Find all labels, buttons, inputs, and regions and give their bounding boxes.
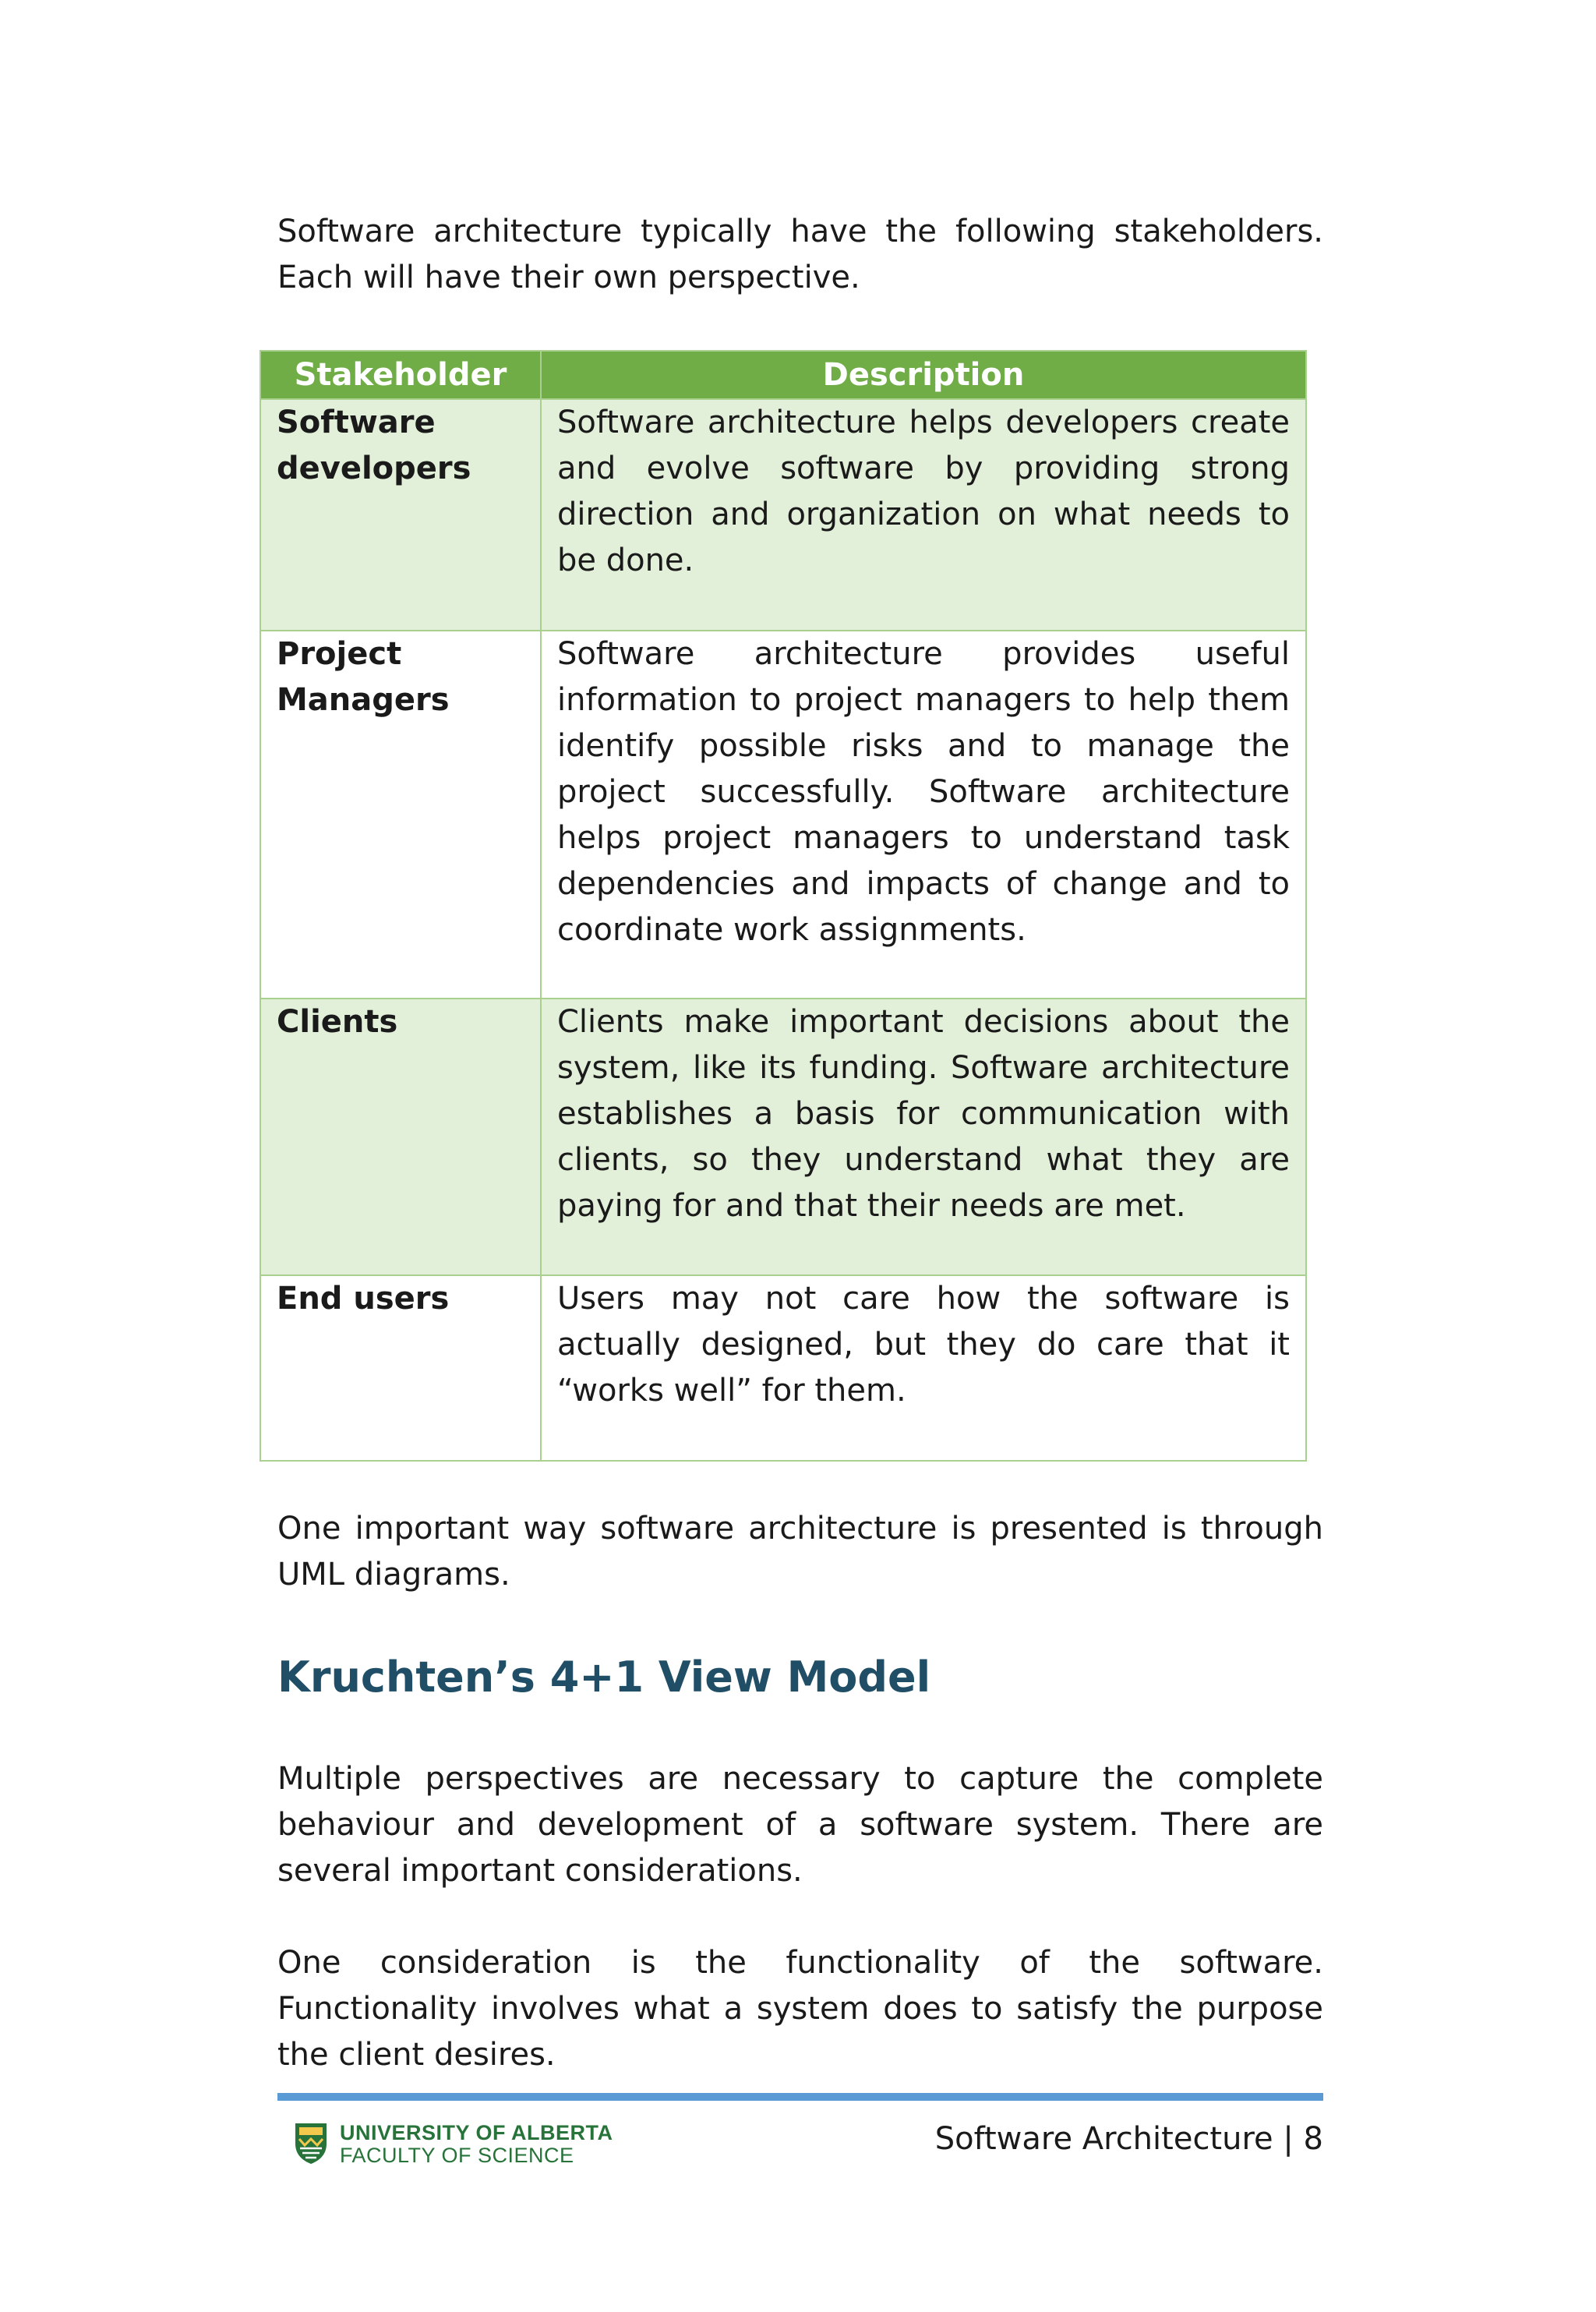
intro-paragraph: Software architecture typically have the following stakeholders. Each will have their own perspective. [277,214,1323,295]
logo-university-name: UNIVERSITY OF ALBERTA [340,2121,613,2144]
table-row [260,999,1306,1275]
perspectives-paragraph: Multiple perspectives are necessary to capture the complete behaviour and development of a software system. There are several important considerations. [277,1761,1323,1889]
table-row [260,1275,1306,1461]
stakeholder-description: Software architecture provides useful information to project managers to help them identify possible risks and to manage the project successfully. Software architecture helps project managers to understand task dependencies and impacts of change and to coordinate work assignments. [541,631,1306,999]
table-header-row [260,351,1306,399]
table-row [260,631,1306,999]
stakeholder-name: End users [260,1275,541,1461]
functionality-paragraph: One consideration is the functionality of the software. Functionality involves what a system does to satisfy the purpose the client desires. [277,1945,1323,2073]
stakeholder-table [260,350,1307,1462]
university-crest-icon [293,2120,329,2169]
page-footer-label: Software Architecture | 8 [934,2121,1323,2157]
university-logo [293,2120,613,2169]
uml-paragraph: One important way software architecture is presented is through UML diagrams. [277,1511,1323,1593]
header-description: Description [541,351,1306,399]
section-heading: Kruchten’s 4+1 View Model [277,1653,931,1702]
logo-faculty-name: FACULTY OF SCIENCE [340,2144,574,2167]
stakeholder-description: Users may not care how the software is actually designed, but they do care that it “works well” for them. [541,1275,1306,1461]
stakeholder-description: Clients make important decisions about the system, like its funding. Software architecture establishes a basis for communication with clients, so they understand what they are paying for and that their needs are met. [541,999,1306,1275]
stakeholder-name: Clients [260,999,541,1275]
header-stakeholder: Stakeholder [260,351,541,399]
stakeholder-name: Project Managers [260,631,541,999]
stakeholder-description: Software architecture helps developers create and evolve software by providing strong direction and organization on what needs to be done. [541,399,1306,631]
footer-rule [277,2093,1323,2101]
table-row [260,399,1306,631]
stakeholder-name: Software developers [260,399,541,631]
